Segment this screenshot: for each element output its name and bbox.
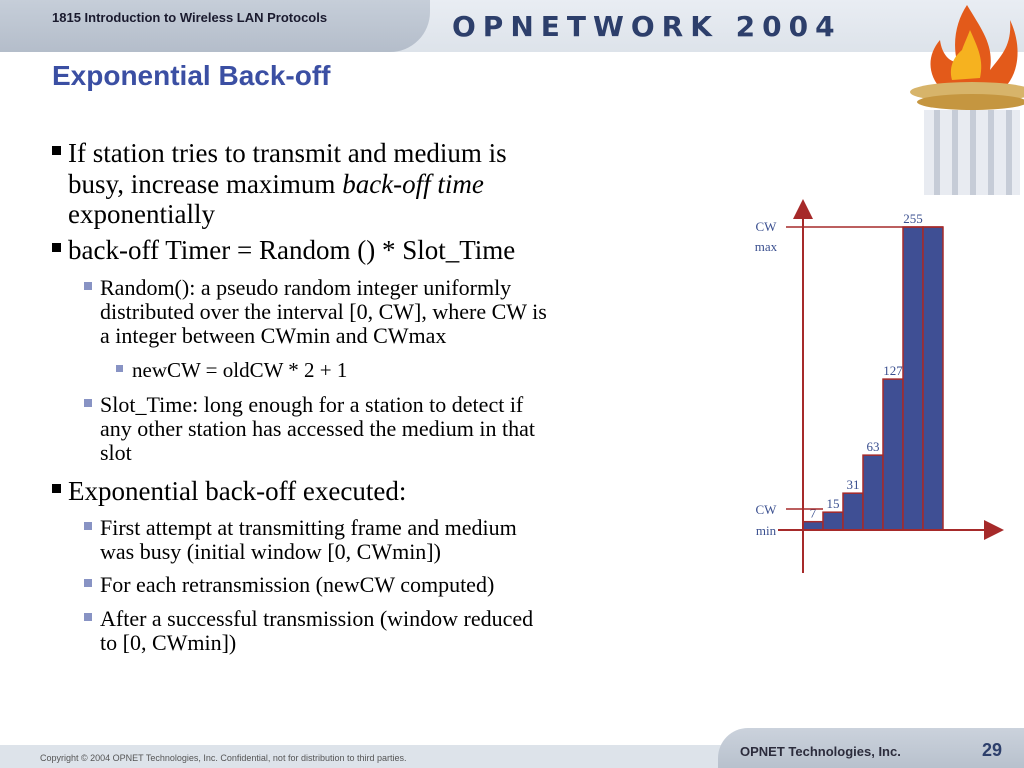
course-title: 1815 Introduction to Wireless LAN Protocols xyxy=(52,10,328,25)
bar-5 xyxy=(883,379,903,530)
cw-min-label-line-2: min xyxy=(755,523,777,538)
bullet-1-line-2 xyxy=(68,171,507,198)
bullet-2b-line-2: any other station has accessed the medium in that xyxy=(100,416,535,441)
bullet-2 xyxy=(68,237,515,264)
bullet-3-text: Exponential back-off executed: xyxy=(68,476,407,506)
course-tab xyxy=(0,0,430,52)
bullet-3a-line-2: was busy (initial window [0, CWmin]) xyxy=(100,539,441,564)
bar-7 xyxy=(923,227,943,530)
bullet-2a xyxy=(100,277,547,347)
company-name: OPNET Technologies, Inc. xyxy=(740,744,901,759)
bullet-3c-line-1: After a successful transmission (window reduced xyxy=(100,606,534,631)
data-label-6: 255 xyxy=(903,211,923,226)
data-label-5: 127 xyxy=(883,363,903,379)
bullet-3b xyxy=(100,574,494,596)
bullet-1-line-2-text: busy, increase maximum xyxy=(68,169,343,199)
bullet-marker xyxy=(116,365,123,372)
torch-logo-icon xyxy=(872,0,1024,195)
bullet-2b xyxy=(100,394,535,464)
bullet-2b-line-3: slot xyxy=(100,440,132,465)
backoff-window-chart xyxy=(728,195,1024,590)
bullet-marker xyxy=(52,243,61,252)
data-label-1: 7 xyxy=(809,505,817,521)
bullet-marker xyxy=(52,146,61,155)
bullet-marker xyxy=(84,282,92,290)
bullet-marker xyxy=(84,579,92,587)
page-number: 29 xyxy=(982,740,1003,760)
bullet-2a-i xyxy=(132,360,347,381)
bar-3 xyxy=(843,493,863,530)
data-label-2: 15 xyxy=(826,496,840,512)
slide-title: Exponential Back-off xyxy=(52,60,331,91)
cw-max-label-line-1: CW xyxy=(755,219,777,234)
bullet-3a-line-1: First attempt at transmitting frame and medium xyxy=(100,515,517,540)
bullet-3 xyxy=(68,478,406,505)
bullet-marker xyxy=(52,484,61,493)
cw-max-label-line-2: max xyxy=(754,239,778,254)
bullet-1-line-1: If station tries to transmit and medium is xyxy=(68,138,507,168)
bullet-3b-text: For each retransmission (newCW computed) xyxy=(100,572,495,597)
bullet-2-text: back-off Timer = Random () * Slot_Time xyxy=(68,235,516,265)
bullet-marker xyxy=(84,399,92,407)
bar-4 xyxy=(863,455,883,530)
bar-1 xyxy=(803,522,823,530)
bullet-1-line-3: exponentially xyxy=(68,199,215,229)
bullet-2a-i-text: newCW = oldCW * 2 + 1 xyxy=(132,358,348,382)
bullet-1 xyxy=(68,140,507,228)
bullet-3a xyxy=(100,517,517,563)
bullet-2a-line-3: a integer between CWmin and CWmax xyxy=(100,323,447,348)
bullet-2a-line-1: Random(): a pseudo random integer uniformly xyxy=(100,275,512,300)
bullet-1-emphasis: back-off time xyxy=(342,169,484,199)
data-label-4: 63 xyxy=(866,439,880,455)
bullet-3c xyxy=(100,608,533,654)
bullet-3c-line-2: to [0, CWmin]) xyxy=(100,630,237,655)
bars-layer xyxy=(803,211,943,530)
data-label-3: 31 xyxy=(846,477,860,493)
cw-min-label-line-1: CW xyxy=(755,502,777,517)
bullet-marker xyxy=(84,613,92,621)
bullet-marker xyxy=(84,522,92,530)
copyright-notice: Copyright © 2004 OPNET Technologies, Inc. Confidential, not for distribution to third parties. xyxy=(40,753,407,763)
bar-2 xyxy=(823,512,843,530)
bar-6 xyxy=(903,227,923,530)
bullet-2b-line-1: Slot_Time: long enough for a station to detect if xyxy=(100,392,524,417)
bullet-2a-line-2: distributed over the interval [0, CW], where CW is xyxy=(100,299,547,324)
brand-logo: OPNETWORK 2004 xyxy=(452,10,842,43)
